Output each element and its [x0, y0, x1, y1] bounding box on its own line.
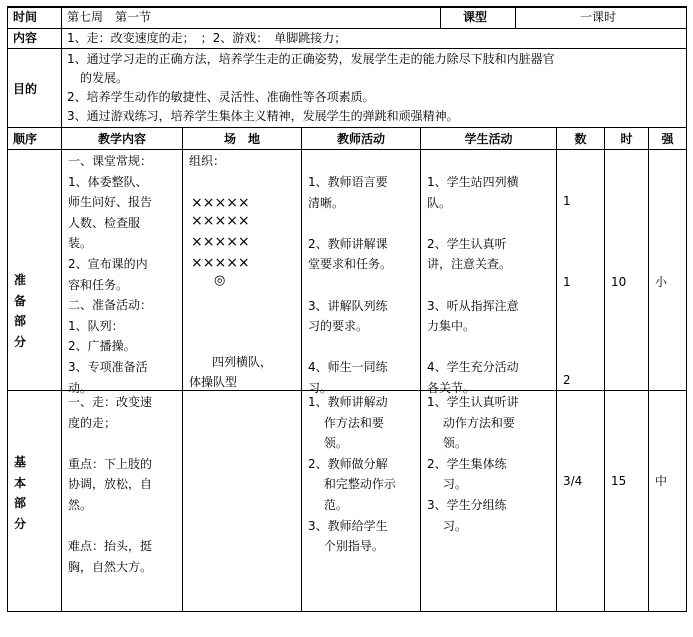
goal-line-4: 3、通过游戏练习，培养学生集体主义精神，发展学生的弹跳和顽强精神。 — [67, 109, 459, 123]
col-header-content: 教学内容 — [97, 132, 146, 146]
table-border-left — [7, 6, 8, 612]
prep-venue-label: 组织： — [189, 154, 226, 168]
venue-caption-1: 四列横队， — [212, 355, 273, 369]
formation-row: ××××× — [191, 255, 250, 271]
content-label: 内容 — [13, 31, 38, 45]
formation-row: ××××× — [191, 195, 250, 211]
lesson-type-value: 一课时 — [580, 10, 617, 24]
section-label-main: 基 本 部 分 — [13, 455, 26, 531]
row-divider — [7, 149, 687, 150]
goal-line-3: 2、培养学生动作的敏捷性、灵活性、准确性等各项素质。 — [67, 90, 375, 104]
lesson-type-label: 课型 — [463, 10, 488, 24]
col-header-count: 数 — [574, 132, 587, 146]
venue-caption-2: 体操队型 — [189, 375, 238, 389]
prep-count-2: 1 — [563, 275, 571, 289]
row-divider — [7, 28, 687, 29]
col-divider — [182, 127, 183, 612]
col-divider — [604, 127, 605, 612]
col-divider — [420, 127, 421, 612]
main-count: 3/4 — [563, 474, 583, 488]
time-value: 第七周 第一节 — [67, 10, 152, 24]
goal-line-1: 1、通过学习走的正确方法，培养学生走的正确姿势，发展学生走的能力除尽下肢和内脏器官 — [67, 52, 555, 66]
col-header-student: 学生活动 — [464, 132, 513, 146]
row-divider — [7, 127, 687, 128]
formation-row: ××××× — [191, 234, 250, 250]
table-border-right — [686, 6, 687, 612]
table-border-bottom — [7, 611, 687, 612]
col-divider — [515, 6, 516, 28]
teacher-position-icon: ◎ — [214, 273, 226, 288]
prep-intensity: 小 — [655, 275, 668, 289]
prep-content: 一、课堂常规： 1、体委整队、 师生问好、报告 人数、检查服 装。 2、宣布课的内 容和任务。 二、准备活动： 1、队列： 2、广播操。 3、专项准备活 动。 — [68, 154, 153, 395]
main-intensity: 中 — [655, 474, 668, 488]
content-value: 1、走：改变速度的走； ；2、游戏： 单脚跳接力； — [67, 31, 347, 45]
col-header-order: 顺序 — [13, 132, 38, 146]
prep-time: 10 — [611, 275, 627, 289]
main-time: 15 — [611, 474, 627, 488]
col-divider — [301, 127, 302, 612]
col-divider — [648, 127, 649, 612]
col-divider — [61, 6, 62, 612]
col-header-venue: 场 地 — [223, 132, 260, 146]
time-label: 时间 — [13, 10, 38, 24]
prep-student-activity: 1、学生站四列横 队。 2、学生认真听 讲，注意关查。 3、听从指挥注意 力集中。 4、学生充分活动 各关节。 — [427, 175, 519, 395]
col-header-teacher: 教师活动 — [336, 132, 385, 146]
prep-count-1: 1 — [563, 194, 571, 208]
col-divider — [440, 6, 441, 28]
main-student-activity: 1、学生认真听讲 动作方法和要 领。 2、学生集体练 习。 3、学生分组练 习。 — [427, 395, 519, 533]
row-divider — [7, 48, 687, 49]
main-content: 一、走：改变速 度的走； 重点：下上肢的 协调，放松，自 然。 难点：抬头，挺 胸，自然大方。 — [68, 395, 153, 574]
prep-count-3: 2 — [563, 373, 571, 387]
table-border-top — [7, 6, 687, 8]
main-teacher-activity: 1、教师讲解动 作方法和要 领。 2、教师做分解 和完整动作示 范。 3、教师给学生 个别指导。 — [308, 395, 396, 554]
goal-line-2: 的发展。 — [80, 71, 129, 85]
col-divider — [556, 127, 557, 612]
col-header-intensity: 强 — [661, 132, 674, 146]
col-header-time: 时 — [620, 132, 633, 146]
formation-row: ××××× — [191, 213, 250, 229]
section-label-preparation: 准 备 部 分 — [13, 273, 26, 349]
goal-label: 目的 — [13, 82, 38, 96]
prep-teacher-activity: 1、教师语言要 清晰。 2、教师讲解课 堂要求和任务。 3、讲解队列练 习的要求。 4、师生一同练 习。 — [308, 175, 393, 395]
